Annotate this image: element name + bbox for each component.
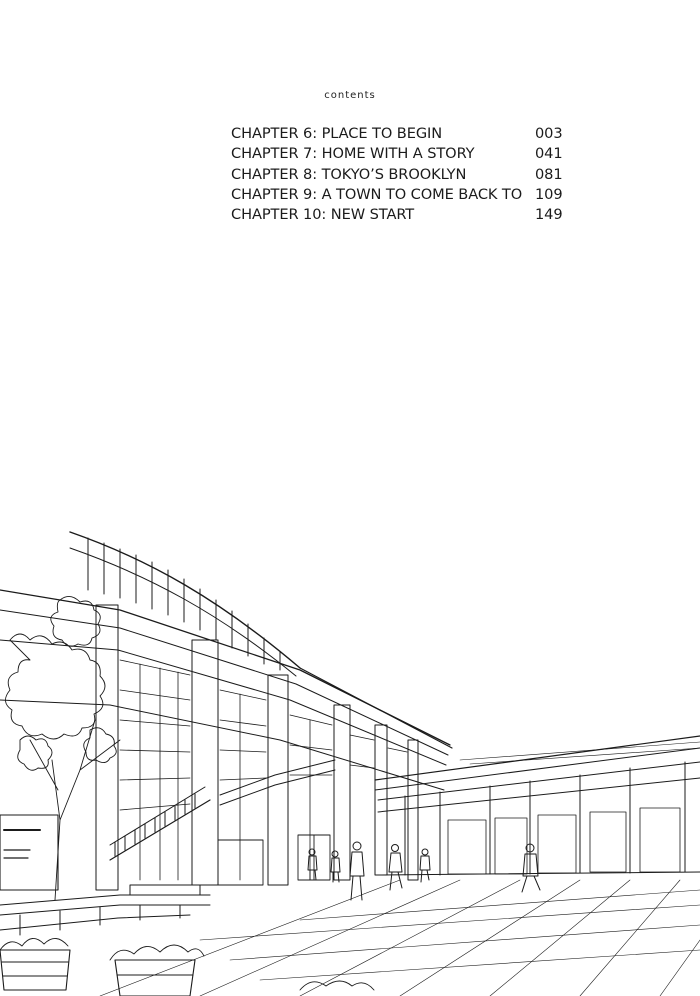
person <box>389 845 402 891</box>
toc-entry-page: 041 <box>535 145 563 163</box>
contents-heading: contents <box>324 90 376 101</box>
person <box>350 842 364 900</box>
people <box>308 842 540 900</box>
planters <box>0 938 374 996</box>
toc-entry-page: 149 <box>535 206 563 224</box>
toc-entry-label: CHAPTER 10: NEW START <box>231 206 415 224</box>
toc-entry-page: 003 <box>535 125 563 142</box>
toc-entry-chapter-9[interactable] <box>231 185 571 205</box>
facade-windows <box>120 660 407 880</box>
toc-entry-chapter-7[interactable] <box>231 144 571 164</box>
plaza-paving <box>100 880 700 996</box>
station-plaza-illustration <box>0 520 700 996</box>
toc-entry-label: CHAPTER 9: A TOWN TO COME BACK TO <box>231 185 523 203</box>
entrance <box>218 835 330 885</box>
person <box>522 844 540 892</box>
table-of-contents <box>231 124 571 225</box>
roof-louvers <box>70 532 300 676</box>
signboard <box>0 815 58 890</box>
person <box>308 849 317 880</box>
toc-entry-chapter-8[interactable] <box>231 165 571 185</box>
toc-entry-chapter-10[interactable] <box>231 205 571 225</box>
toc-entry-label: CHAPTER 6: PLACE TO BEGIN <box>231 125 443 142</box>
benches <box>0 885 210 935</box>
canopy-structure <box>0 590 452 790</box>
toc-entry-label: CHAPTER 7: HOME WITH A STORY <box>231 145 475 163</box>
right-wing-building <box>375 736 700 875</box>
person <box>420 849 430 882</box>
building-columns <box>96 605 418 890</box>
toc-entry-chapter-6[interactable] <box>231 124 571 144</box>
toc-entry-page: 081 <box>535 165 563 183</box>
person <box>331 851 340 882</box>
toc-entry-page: 109 <box>535 185 563 203</box>
toc-entry-label: CHAPTER 8: TOKYO’S BROOKLYN <box>231 165 467 183</box>
